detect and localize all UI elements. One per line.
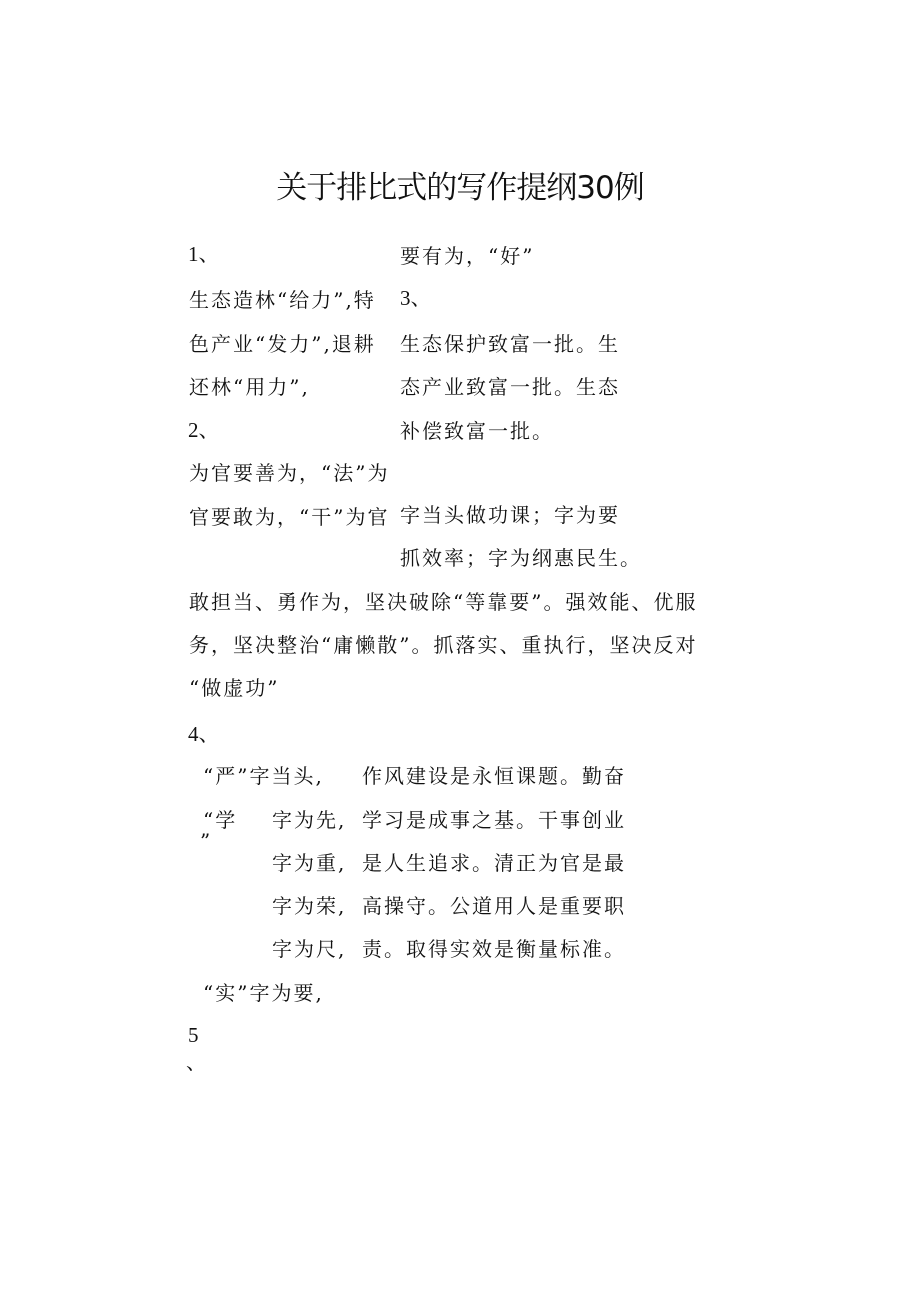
section-1-line: 色产业“发力”,退耕 — [189, 332, 376, 356]
section-3-line: 生态保护致富一批。生 — [400, 332, 620, 356]
fragment-line: 字当头做功课；字为要 — [400, 503, 620, 527]
section-3-number: 3、 — [400, 286, 432, 310]
section-4-xue-quote: ” — [200, 829, 213, 853]
section-4-right-line: 作风建设是永恒课题。勤奋 — [362, 764, 626, 788]
section-3-line: 补偿致富一批。 — [400, 419, 554, 443]
section-1-line: 还林“用力”, — [189, 375, 310, 399]
section-1-line: 生态造林“给力”,特 — [189, 288, 376, 312]
paragraph-line: 务，坚决整治“庸懒散”。抓落实、重执行，坚决反对 — [189, 633, 698, 657]
section-4-item: 字为尺, — [272, 937, 347, 961]
section-1-number: 1、 — [188, 242, 220, 266]
paragraph-line: 敢担当、勇作为，坚决破除“等靠要”。强效能、优服 — [189, 590, 698, 614]
section-4-right-line: 责。取得实效是衡量标准。 — [362, 937, 626, 961]
section-4-yan: “严”字当头, — [203, 764, 324, 788]
section-4-number: 4、 — [188, 722, 220, 746]
section-5-mark: 、 — [186, 1050, 208, 1074]
section-2-continuation: 要有为，“好” — [400, 244, 535, 268]
section-3-line: 态产业致富一批。生态 — [400, 375, 620, 399]
section-4-right-line: 学习是成事之基。干事创业 — [362, 808, 626, 832]
fragment-line: 抓效率；字为纲惠民生。 — [400, 546, 642, 570]
section-2-number: 2、 — [188, 418, 220, 442]
section-4-right-line: 高操守。公道用人是重要职 — [362, 894, 626, 918]
section-4-xue: “学 — [203, 808, 238, 832]
paragraph-line: “做虚功” — [189, 676, 280, 700]
section-4-right-line: 是人生追求。清正为官是最 — [362, 851, 626, 875]
section-5-number: 5 — [188, 1023, 199, 1047]
section-2-line: 官要敢为，“干”为官 — [189, 505, 390, 529]
document-title: 关于排比式的写作提纲30例 — [276, 170, 644, 206]
section-4-shi: “实”字为要, — [203, 981, 324, 1005]
section-4-item: 字为荣, — [272, 894, 347, 918]
section-4-item: 字为先, — [272, 808, 347, 832]
section-4-item: 字为重, — [272, 851, 347, 875]
section-2-line: 为官要善为，“法”为 — [189, 461, 390, 485]
